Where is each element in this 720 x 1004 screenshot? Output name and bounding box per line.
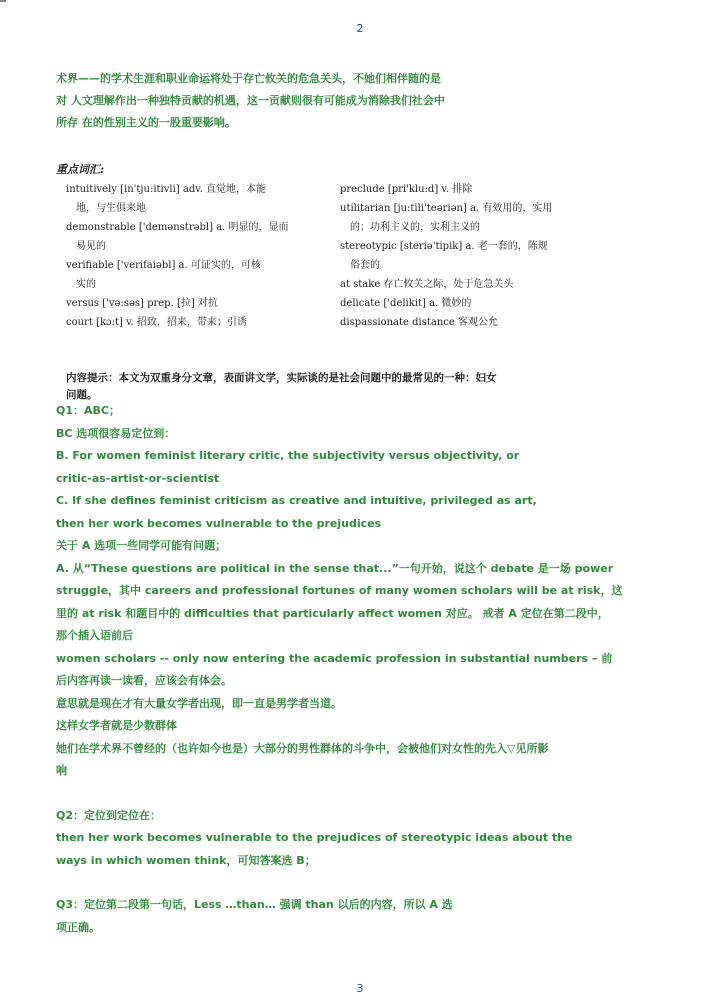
answer-line: critic-as-artist-or-scientist: [56, 471, 220, 485]
intro-line: 所存 在的性别主义的一股重要影响。: [56, 116, 236, 129]
answer-line: then her work becomes vulnerable to the prejudices: [56, 516, 382, 530]
paragraph-gap: [56, 783, 656, 805]
vocab-entry: dispassionate distance 客观公允: [340, 317, 498, 328]
answer-line: Q3：定位第二段第一句话，Less …than… 强调 than 以后的内容，所以 A 选: [56, 898, 453, 911]
answer-line: 响: [56, 764, 67, 777]
page-number-top: 2: [356, 22, 364, 35]
paragraph-gap: [56, 872, 656, 894]
page-edge-mark: [0, 0, 6, 2]
content-hint: [66, 370, 596, 404]
answer-line: C. If she defines feminist criticism as creative and intuitive, privileged as art,: [56, 494, 537, 507]
vocab-entry: 实的: [76, 279, 96, 290]
answer-line: 这样女学者就是少数群体: [56, 719, 177, 732]
answer-explanations: [56, 400, 656, 939]
answer-line: 关于 A 选项一些同学可能有问题；: [56, 539, 227, 552]
vocab-entry: 俗套的: [350, 260, 380, 271]
page-number-bottom: 3: [356, 982, 364, 995]
vocab-entry: verifiable ['verifaiəbl] a. 可证实的，可核: [66, 260, 261, 271]
hint-line: 问题。: [66, 389, 98, 401]
vocab-entry: 易见的: [76, 241, 106, 252]
vocab-entry: demonstrable ['demənstrəbl] a. 明显的，显而: [66, 222, 289, 233]
vocab-entry: intuitively [in'tju:itivli] adv. 直觉地，本能: [66, 184, 267, 195]
answer-line: BC 选项很容易定位到：: [56, 426, 176, 440]
vocabulary-heading: 重点词汇:: [56, 163, 105, 176]
answer-line: Q1：ABC；: [56, 404, 120, 417]
answer-line: 里的 at risk 和题目中的 difficulties that particularly affect women 对应。 戒者 A 定位在第二段中，: [56, 606, 609, 620]
vocab-entry: at stake 存亡攸关之际，处于危急关头: [340, 279, 514, 290]
answer-line: 后内容再读一读看，应该会有体会。: [56, 674, 232, 687]
vocab-entry: 地，与生俱来地: [76, 203, 146, 214]
intro-line: 术界——的学术生涯和职业命运将处于存亡攸关的危急关头，不她们相伴随的是: [56, 72, 441, 85]
answer-line: A. 从“These questions are political in the sense that...”一句开始，说这个 debate 是一场 power: [56, 561, 614, 575]
answer-line: 意思就是现在才有大量女学者出现，即一直是男学者当道。: [56, 696, 342, 710]
vocabulary-left-column: [66, 180, 326, 332]
vocabulary-list: [56, 180, 596, 370]
answer-line: struggle，其中 careers and professional fortunes of many women scholars will be at risk，这: [56, 584, 623, 597]
vocab-entry: 的；功利主义的，实利主义的: [350, 222, 480, 233]
intro-line: 对 人文理解作出一种独特贡献的机遇，这一贡献则很有可能成为消除我们社会中: [56, 94, 445, 107]
answer-line: 项正确。: [56, 920, 100, 934]
answer-line: 那个插入语前后: [56, 629, 133, 642]
answer-line: women scholars -- only now entering the academic profession in substantial numbers – 前: [56, 651, 613, 665]
vocab-entry: stereotypic [steriə'tipik] a. 老一套的，陈规: [340, 241, 548, 252]
answer-line: B. For women feminist literary critic, the subjectivity versus objectivity, or: [56, 449, 520, 462]
intro-paragraph: [56, 68, 616, 134]
scanned-vocabulary-block: [56, 160, 596, 404]
vocab-entry: utilitarian [ju:tili'teəriən] a. 有效用的，实用: [340, 203, 553, 214]
hint-line: 内容提示：本文为双重身分文章，表面讲文学，实际谈的是社会问题中的最常见的一种：妇女: [66, 372, 497, 384]
vocabulary-right-column: [340, 180, 596, 332]
answer-line: ways in which women think，可知答案选 B；: [56, 853, 316, 867]
answer-line: Q2：定位到定位在：: [56, 808, 162, 822]
vocab-entry: delicate ['delikit] a. 微妙的: [340, 298, 472, 309]
vocab-entry: court [kɔ:t] v. 招致，招来，带来；引诱: [66, 317, 247, 328]
vocab-entry: preclude [pri'klu:d] v. 排除: [340, 184, 473, 195]
answer-line: 她们在学术界不曾经的（也许如今也是）大部分的男性群体的斗争中，会被他们对女性的先入▽见所影: [56, 741, 549, 755]
answer-line: then her work becomes vulnerable to the prejudices of stereotypic ideas about the: [56, 831, 573, 844]
vocab-entry: versus ['və:səs] prep. [拉] 对抗: [66, 298, 218, 309]
